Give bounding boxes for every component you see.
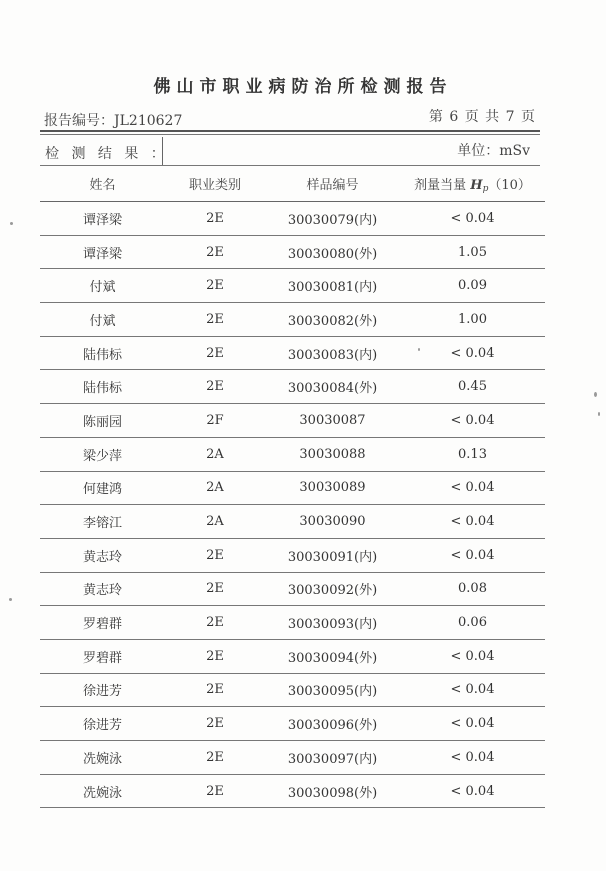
cell-category: 2A xyxy=(165,505,265,539)
cell-dose: 0.45 xyxy=(400,370,545,404)
cell-dose: 1.00 xyxy=(400,303,545,337)
cell-name: 冼婉泳 xyxy=(40,741,165,775)
scan-speck xyxy=(418,348,420,351)
cell-category: 2E xyxy=(165,370,265,404)
dose-header-symbol: H xyxy=(470,177,483,193)
cell-name: 谭泽梁 xyxy=(40,202,165,236)
cell-sample: 30030088 xyxy=(265,437,400,471)
cell-category: 2E xyxy=(165,538,265,572)
table-row xyxy=(40,235,545,269)
cell-category: 2A xyxy=(165,437,265,471)
table-row xyxy=(40,269,545,303)
cell-dose: < 0.04 xyxy=(400,774,545,808)
cell-sample: 30030081(内) xyxy=(265,269,400,303)
cell-sample: 30030096(外) xyxy=(265,707,400,741)
cell-category: 2A xyxy=(165,471,265,505)
cell-name: 罗碧群 xyxy=(40,639,165,673)
cell-category: 2E xyxy=(165,774,265,808)
header-rule-thin xyxy=(40,134,540,135)
dose-header-prefix: 剂量当量 xyxy=(414,177,471,193)
cell-name: 黄志玲 xyxy=(40,538,165,572)
scan-speck xyxy=(594,392,597,397)
table-row xyxy=(40,707,545,741)
table-row xyxy=(40,471,545,505)
cell-sample: 30030090 xyxy=(265,505,400,539)
cell-name: 陈丽园 xyxy=(40,404,165,438)
scan-speck xyxy=(598,412,600,416)
cell-category: 2E xyxy=(165,202,265,236)
cell-dose: < 0.04 xyxy=(400,505,545,539)
report-number: 报告编号：JL210627 xyxy=(44,113,183,129)
table-header-row xyxy=(40,166,545,202)
dose-header-suffix: （10） xyxy=(488,177,531,193)
cell-sample: 30030092(外) xyxy=(265,572,400,606)
table-body xyxy=(40,202,545,808)
cell-dose: 0.13 xyxy=(400,437,545,471)
table-row xyxy=(40,370,545,404)
cell-sample: 30030093(内) xyxy=(265,606,400,640)
dose-header-subscript: p xyxy=(482,183,489,194)
table-row xyxy=(40,404,545,438)
table-row xyxy=(40,741,545,775)
cell-dose: < 0.04 xyxy=(400,673,545,707)
cell-name: 陆伟标 xyxy=(40,370,165,404)
table-row xyxy=(40,437,545,471)
cell-name: 徐进芳 xyxy=(40,707,165,741)
table-row xyxy=(40,505,545,539)
cell-category: 2E xyxy=(165,572,265,606)
cell-sample: 30030091(内) xyxy=(265,538,400,572)
cell-dose: < 0.04 xyxy=(400,707,545,741)
cell-sample: 30030097(内) xyxy=(265,741,400,775)
cell-dose: < 0.04 xyxy=(400,741,545,775)
table-row xyxy=(40,303,545,337)
cell-category: 2E xyxy=(165,673,265,707)
cell-dose: < 0.04 xyxy=(400,471,545,505)
cell-name: 徐进芳 xyxy=(40,673,165,707)
table-row xyxy=(40,538,545,572)
table-row xyxy=(40,774,545,808)
cell-name: 李镕江 xyxy=(40,505,165,539)
cell-category: 2E xyxy=(165,741,265,775)
column-header-name: 姓名 xyxy=(40,166,165,202)
cell-dose: 0.06 xyxy=(400,606,545,640)
cell-dose: 0.08 xyxy=(400,572,545,606)
cell-category: 2E xyxy=(165,336,265,370)
cell-category: 2E xyxy=(165,639,265,673)
cell-name: 冼婉泳 xyxy=(40,774,165,808)
dose-results-table xyxy=(40,166,545,808)
cell-category: 2E xyxy=(165,606,265,640)
cell-sample: 30030083(内) xyxy=(265,336,400,370)
cell-dose: 0.09 xyxy=(400,269,545,303)
cell-name: 梁少萍 xyxy=(40,437,165,471)
cell-name: 谭泽梁 xyxy=(40,235,165,269)
cell-sample: 30030080(外) xyxy=(265,235,400,269)
unit-label: 单位：mSv xyxy=(457,143,530,159)
cell-category: 2E xyxy=(165,235,265,269)
column-header-category: 职业类别 xyxy=(165,166,265,202)
cell-name: 陆伟标 xyxy=(40,336,165,370)
column-header-sample: 样品编号 xyxy=(265,166,400,202)
table-row xyxy=(40,639,545,673)
header-rule-thick xyxy=(40,130,540,132)
cell-category: 2E xyxy=(165,303,265,337)
cell-name: 付斌 xyxy=(40,269,165,303)
table-row xyxy=(40,606,545,640)
cell-name: 罗碧群 xyxy=(40,606,165,640)
cell-sample: 30030087 xyxy=(265,404,400,438)
page-indicator: 第 6 页 共 7 页 xyxy=(428,109,536,125)
cell-dose: < 0.04 xyxy=(400,538,545,572)
cell-category: 2E xyxy=(165,269,265,303)
report-title: 佛山市职业病防治所检测报告 xyxy=(153,77,453,97)
table-row xyxy=(40,336,545,370)
column-header-dose xyxy=(400,166,545,202)
table-row xyxy=(40,202,545,236)
cell-name: 黄志玲 xyxy=(40,572,165,606)
cell-dose: < 0.04 xyxy=(400,404,545,438)
cell-sample: 30030094(外) xyxy=(265,639,400,673)
table-row xyxy=(40,572,545,606)
cell-category: 2F xyxy=(165,404,265,438)
cell-name: 何建鸿 xyxy=(40,471,165,505)
cell-dose: 1.05 xyxy=(400,235,545,269)
cell-sample: 30030095(内) xyxy=(265,673,400,707)
cell-name: 付斌 xyxy=(40,303,165,337)
scan-speck xyxy=(9,598,12,601)
scan-speck xyxy=(10,222,13,225)
cell-dose: < 0.04 xyxy=(400,336,545,370)
cell-sample: 30030079(内) xyxy=(265,202,400,236)
results-label: 检 测 结 果 ： xyxy=(45,146,169,162)
cell-category: 2E xyxy=(165,707,265,741)
cell-sample: 30030082(外) xyxy=(265,303,400,337)
cell-sample: 30030098(外) xyxy=(265,774,400,808)
cell-sample: 30030084(外) xyxy=(265,370,400,404)
cell-sample: 30030089 xyxy=(265,471,400,505)
cell-dose: < 0.04 xyxy=(400,639,545,673)
table-row xyxy=(40,673,545,707)
cell-dose: < 0.04 xyxy=(400,202,545,236)
